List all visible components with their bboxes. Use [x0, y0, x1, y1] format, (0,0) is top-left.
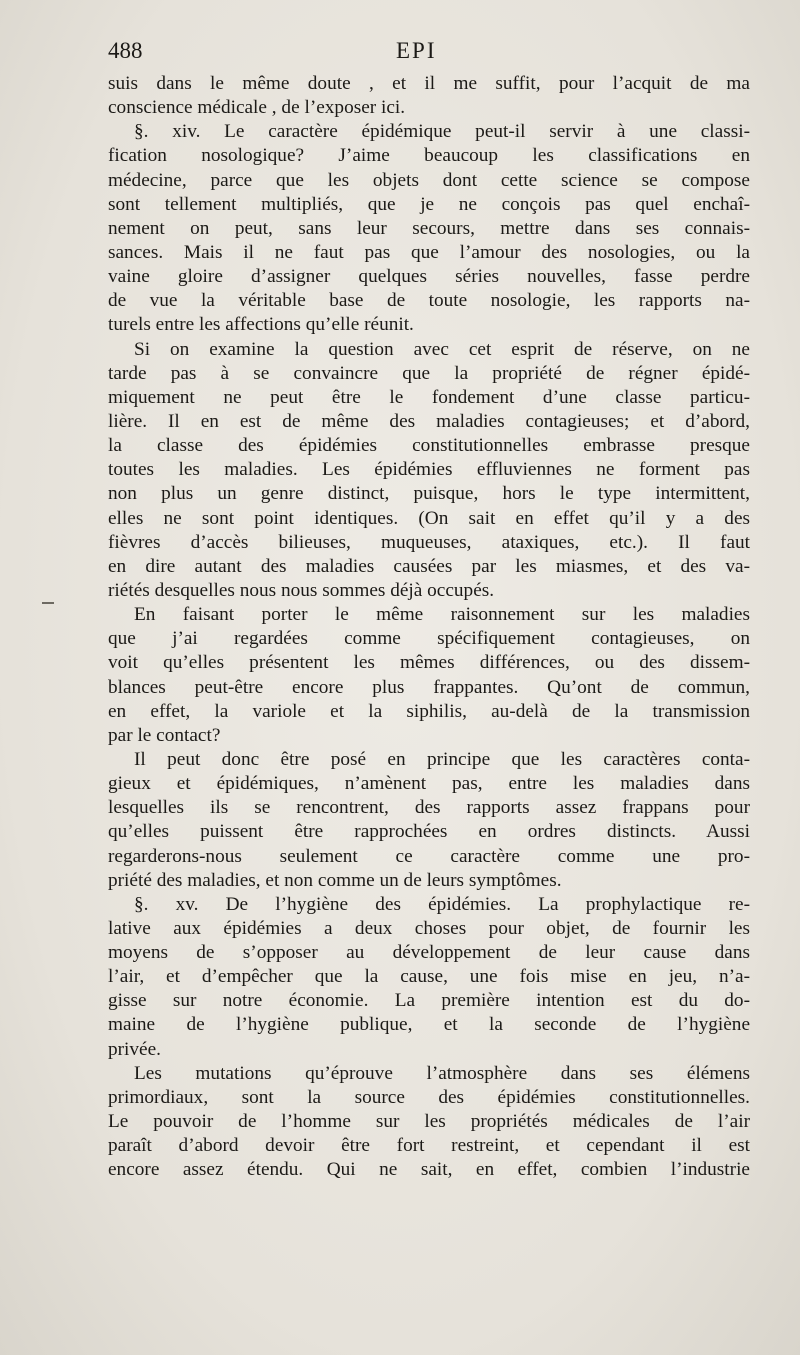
text-line: blances peut-être encore plus frappantes. Qu’ont de commun, — [108, 676, 750, 698]
text-line: miquement ne peut être le fondement d’une classe particu- — [108, 386, 750, 408]
text-line: gieux et épidémiques, n’amènent pas, entre les maladies dans — [108, 773, 750, 795]
text-line: riétés desquelles nous nous sommes déjà occupés. — [108, 579, 495, 601]
page-number: 488 — [108, 38, 143, 63]
text-line: Les mutations qu’éprouve l’atmosphère dans ses élémens — [134, 1062, 750, 1084]
text-line: §. xiv. Le caractère épidémique peut-il servir à une classi- — [134, 121, 750, 143]
text-line: regarderons-nous seulement ce caractère comme une pro- — [108, 845, 750, 867]
text-line: encore assez étendu. Qui ne sait, en effet, combien l’industrie — [108, 1159, 750, 1181]
text-line: Si on examine la question avec cet esprit de réserve, on ne — [134, 338, 750, 360]
text-line: Il peut donc être posé en principe que les caractères conta- — [134, 748, 750, 770]
text-line: vaine gloire d’assigner quelques séries nouvelles, fasse perdre — [108, 266, 750, 288]
text-line: non plus un genre distinct, puisque, hors le type intermittent, — [108, 483, 750, 505]
text-line: moyens de s’opposer au développement de leur cause dans — [108, 942, 750, 964]
text-line: privée. — [108, 1038, 161, 1060]
running-head: EPI — [396, 38, 437, 63]
text-line: tarde pas à se convaincre que la propriété de régner épidé- — [108, 362, 750, 384]
text-line: toutes les maladies. Les épidémies effluviennes ne forment pas — [108, 459, 750, 481]
body-text — [108, 72, 750, 1182]
text-line: fication nosologique? J’aime beaucoup les classifications en — [108, 145, 750, 167]
text-line: turels entre les affections qu’elle réunit. — [108, 314, 414, 336]
text-line: elles ne sont point identiques. (On sait en effet qu’il y a des — [108, 507, 750, 529]
text-line: lative aux épidémies a deux choses pour objet, de fournir les — [108, 917, 750, 939]
text-line: voit qu’elles présentent les mêmes différences, ou des dissem- — [108, 652, 750, 674]
text-line: paraît d’abord devoir être fort restreint, et cependant il est — [108, 1135, 750, 1157]
margin-mark — [42, 602, 54, 604]
text-line: en effet, la variole et la siphilis, au-delà de la transmission — [108, 700, 750, 722]
text-line: conscience médicale , de l’exposer ici. — [108, 97, 406, 119]
text-line: maine de l’hygiène publique, et la seconde de l’hygiène — [108, 1014, 750, 1036]
text-line: En faisant porter le même raisonnement sur les maladies — [134, 604, 750, 626]
text-line: en dire autant des maladies causées par les miasmes, et des va- — [108, 555, 750, 577]
text-line: suis dans le même doute , et il me suffit, pour l’acquit de ma — [108, 73, 750, 94]
text-line: Le pouvoir de l’homme sur les propriétés médicales de l’air — [108, 1111, 750, 1133]
text-line: par le contact? — [108, 724, 221, 746]
text-line: lesquelles ils se rencontrent, des rapports assez frappans pour — [108, 797, 750, 819]
page-header — [108, 38, 748, 68]
text-line: primordiaux, sont la source des épidémies constitutionnelles. — [108, 1086, 750, 1108]
text-line: sances. Mais il ne faut pas que l’amour des nosologies, ou la — [108, 241, 750, 263]
text-line: sont tellement multipliés, que je ne conçois pas quel enchaî- — [108, 193, 750, 215]
text-line: lière. Il en est de même des maladies contagieuses; et d’abord, — [108, 410, 750, 432]
text-line: priété des maladies, et non comme un de leurs symptômes. — [108, 869, 562, 891]
text-line: qu’elles puissent être rapprochées en ordres distincts. Aussi — [108, 821, 750, 843]
text-line: médecine, parce que les objets dont cette science se compose — [108, 169, 750, 191]
text-line: l’air, et d’empêcher que la cause, une fois mise en jeu, n’a- — [108, 966, 750, 988]
text-line: la classe des épidémies constitutionnelles embrasse presque — [108, 435, 750, 457]
text-line: de vue la véritable base de toute nosologie, les rapports na- — [108, 290, 750, 312]
text-line: gisse sur notre économie. La première intention est du do- — [108, 990, 750, 1012]
text-line: que j’ai regardées comme spécifiquement contagieuses, on — [108, 628, 750, 650]
text-line: §. xv. De l’hygiène des épidémies. La prophylactique re- — [134, 893, 750, 915]
text-line: fièvres d’accès bilieuses, muqueuses, ataxiques, etc.). Il faut — [108, 531, 750, 553]
text-line: nement on peut, sans leur secours, mettre dans ses connais- — [108, 217, 750, 239]
